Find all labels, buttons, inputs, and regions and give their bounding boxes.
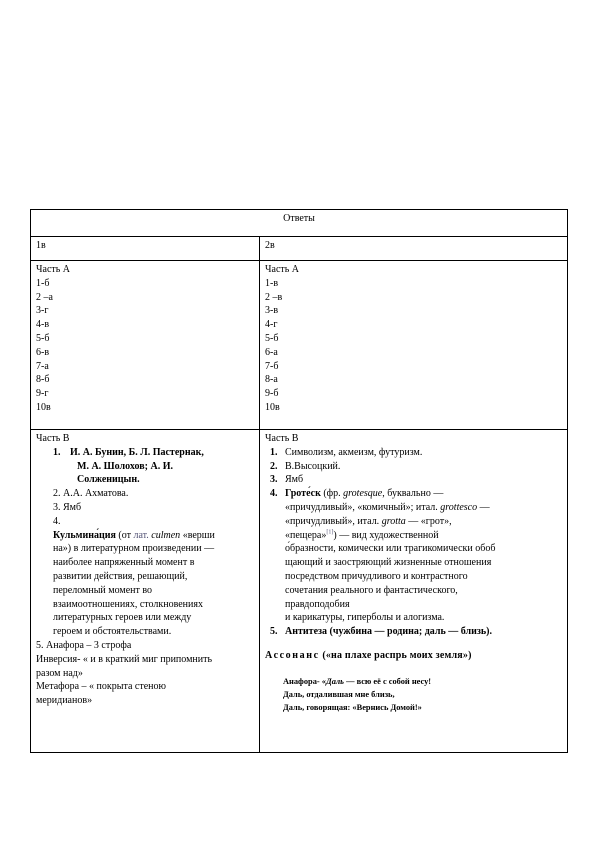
part-b-item-3: 3. Ямб xyxy=(53,501,82,513)
part-b-item-5 xyxy=(265,625,562,639)
metaphor-line: Метафора – « покрыта стеною xyxy=(36,681,166,693)
variant-2-header: 2в xyxy=(260,237,568,261)
part-b-list xyxy=(36,446,254,487)
item-number: 4. xyxy=(270,488,278,500)
answer-line: 4-в xyxy=(36,319,50,331)
grotesk-line xyxy=(285,501,562,515)
definition-line: на») в литературном произведении — xyxy=(53,543,215,555)
latin-word: culmen xyxy=(151,529,181,541)
item-number: 3. xyxy=(270,474,278,486)
answer-line: 1-б xyxy=(36,277,50,289)
term: Кульмина́ция xyxy=(53,529,116,541)
definition-line: героем и обстоятельствами. xyxy=(53,626,172,638)
item-number: 1. xyxy=(270,446,278,458)
answer-line: 7-б xyxy=(265,360,279,372)
text: «пещера» xyxy=(285,529,327,541)
variant-1-header: 1в xyxy=(31,237,260,261)
grotesk-line xyxy=(285,515,562,529)
answer-line: 5-б xyxy=(265,332,279,344)
item-text: В.Высоцкий. xyxy=(285,460,341,472)
grotesk-line: сочетания реального и фантастического, xyxy=(285,584,458,596)
part-b-list xyxy=(265,446,562,639)
part-b-heading: Часть В xyxy=(36,433,70,444)
answer-line: 4-г xyxy=(265,319,278,331)
text: — «грот», xyxy=(405,515,452,527)
item-number: 1. xyxy=(53,446,61,458)
part-b-item-1 xyxy=(265,446,562,460)
anaphora-line xyxy=(265,675,562,688)
grotesk-line: о́бразности, комически или трагикомически обоб xyxy=(285,543,496,555)
variant-1-part-a xyxy=(31,261,260,430)
metaphor-line: меридианов» xyxy=(36,695,93,707)
part-b-item-5: 5. Анафора – 3 строфа xyxy=(36,639,132,651)
grotesk-line: посредством причудливого и контрастного xyxy=(285,570,468,582)
part-b-item-1 xyxy=(36,446,254,487)
part-a-heading: Часть А xyxy=(36,264,71,275)
italian-word: grottesco xyxy=(440,501,478,513)
definition-line: взаимоотношениях, столкновениях xyxy=(53,598,203,610)
answer-line: 1-в xyxy=(265,277,279,289)
part-b-item-2: 2. А.А. Ахматова. xyxy=(53,488,129,500)
italian-word: grotta xyxy=(381,515,406,527)
grotesk-line: щающий и заостряющий жизненные отношения xyxy=(285,557,492,569)
anaphora-label: Анафора- « xyxy=(283,676,326,686)
text: (от xyxy=(115,529,134,541)
grotesk-line xyxy=(285,529,562,543)
french-word: grotesque xyxy=(343,488,383,500)
answer-line: 9-б xyxy=(265,388,279,400)
grotesk-line xyxy=(285,487,562,501)
part-b-heading: Часть В xyxy=(265,433,299,444)
answers-table xyxy=(30,209,568,753)
part-a-heading: Часть А xyxy=(265,264,300,275)
answer-line: 8-б xyxy=(36,374,50,386)
text: «причудливый», итал. xyxy=(285,515,382,527)
definition-line: литературных героев или между xyxy=(53,612,192,624)
item-number: 2. xyxy=(270,460,278,472)
culmination-definition xyxy=(36,529,254,543)
answer-line: 5-б xyxy=(36,332,50,344)
variant-2-part-b xyxy=(260,430,568,753)
anaphora-block xyxy=(265,675,562,715)
grotesk-line: правдоподобия xyxy=(285,598,350,610)
part-b-item-4 xyxy=(265,487,562,625)
text: (фр. xyxy=(320,488,344,500)
text: ) — вид художественной xyxy=(333,529,439,541)
authors-line: М. А. Шолохов; А. И. xyxy=(77,460,173,472)
footnote-link[interactable]: [1] xyxy=(326,529,334,536)
text: «причудливый», «комичный»; итал. xyxy=(285,501,441,513)
table-title: Ответы xyxy=(31,210,568,237)
anaphora-word: Даль xyxy=(325,676,345,686)
answer-line: 7-а xyxy=(36,360,49,372)
anaphora-text: — всю её с собой несу! xyxy=(344,676,432,686)
part-b-item-3 xyxy=(265,473,562,487)
answer-line: 6-в xyxy=(36,346,50,358)
term: Гроте́ск xyxy=(285,488,321,500)
answer-line: 8-а xyxy=(265,374,278,386)
inversion-line: Инверсия- « и в краткий миг припомнить xyxy=(36,653,213,665)
anaphora-line: Даль, отдалившая мне близь, xyxy=(283,689,395,699)
authors-line: И. А. Бунин, Б. Л. Пастернак, xyxy=(70,446,204,458)
answer-line: 3-в xyxy=(265,305,279,317)
item-text: Ямб xyxy=(285,474,304,486)
answer-line: 10в xyxy=(265,401,280,413)
answer-line: 10в xyxy=(36,401,51,413)
assonance-example: («на плахе распрь моих земля») xyxy=(319,649,472,661)
item-number: 5. xyxy=(270,626,278,638)
assonance-line xyxy=(265,649,562,663)
answer-line: 6-а xyxy=(265,346,278,358)
text: , буквально — xyxy=(382,488,444,500)
part-b-item-2 xyxy=(265,460,562,474)
anaphora-line: Даль, говорящая: «Вернись Домой!» xyxy=(283,703,422,713)
item-text: Антитеза (чужбина — родина; даль — близь). xyxy=(285,626,492,638)
variant-1-part-b xyxy=(31,430,260,753)
answer-line: 9-г xyxy=(36,388,49,400)
authors-line: Солженицын. xyxy=(77,474,140,486)
definition-line: переломный момент во xyxy=(53,584,153,596)
answer-line: 3-г xyxy=(36,305,49,317)
lat-link[interactable]: лат. xyxy=(133,529,149,541)
text: — xyxy=(477,501,490,513)
part-b-item-4: 4. xyxy=(53,515,61,527)
assonance-word: Ассонанс xyxy=(265,649,320,661)
answer-line: 2 –в xyxy=(265,291,283,303)
answer-line: 2 –а xyxy=(36,291,53,303)
definition-line: развитии действия, решающий, xyxy=(53,570,188,582)
grotesk-line: и карикатуры, гиперболы и алогизма. xyxy=(285,612,445,624)
inversion-line: разом над» xyxy=(36,667,83,679)
variant-2-part-a xyxy=(260,261,568,430)
definition-line: наиболее напряженный момент в xyxy=(53,557,195,569)
text: «верши xyxy=(180,529,215,541)
item-text: Символизм, акмеизм, футуризм. xyxy=(285,446,423,458)
